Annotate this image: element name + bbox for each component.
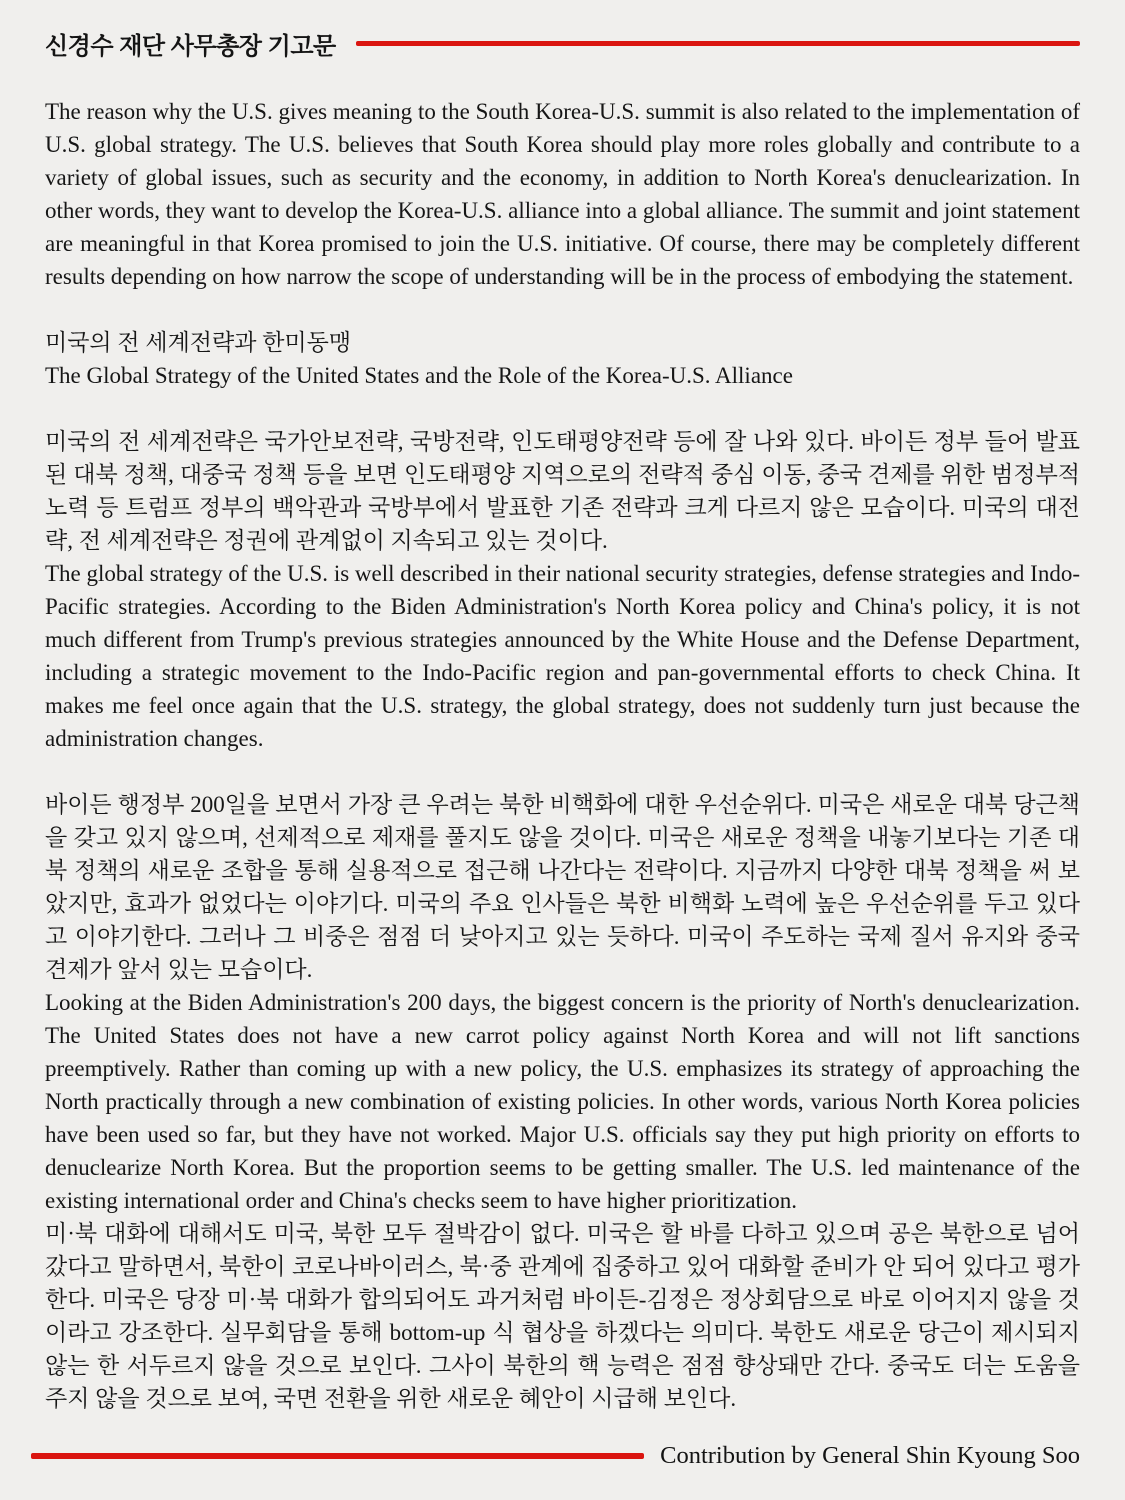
page-title: 신경수 재단 사무총장 기고문 (45, 33, 336, 60)
header-divider-line (356, 41, 1080, 46)
paragraph-global-strategy-english: The global strategy of the U.S. is well described in their national security strategies, defense strategies and Indo-Pacific strategies. According to the Biden Administration's North Korea policy and China's policy, it is not much different from Trump's previous strategies announced by the White House and the Defense Department, including a strategic movement to the Indo-Pacific region and pan-governmental efforts to check China. It makes me feel once again that the U.S. strategy, the global strategy, does not suddenly turn just because the administration changes. (45, 561, 1080, 751)
paragraph-global-strategy-korean: 미국의 전 세계전략은 국가안보전략, 국방전략, 인도태평양전략 등에 잘 나와 있다. 바이든 정부 들어 발표된 대북 정책, 대중국 정책 등을 보면 인도태평양 지역으로의 전략적 중심 이동, 중국 견제를 위한 범정부적 노력 등 트럼프 정부의 백악관과 국방부에서 발표한 기존 전략과 크게 다르지 않은 모습이다. 미국의 대전략, 전 세계전략은 정권에 관계없이 지속되고 있는 것이다. (45, 429, 1080, 553)
document-footer (45, 1442, 1080, 1470)
paragraph-group-global-strategy (45, 425, 1080, 755)
footer-divider-line (31, 1453, 644, 1459)
paragraph-biden-200-days-korean: 바이든 행정부 200일을 보면서 가장 큰 우려는 북한 비핵화에 대한 우선순위다. 미국은 새로운 대북 당근책을 갖고 있지 않으며, 선제적으로 제재를 풀지도 않을 것이다. 미국은 새로운 정책을 내놓기보다는 기존 대북 정책의 새로운 조합을 통해 실용적으로 접근해 나간다는 전략이다. 지금까지 다양한 대북 정책을 써 보았지만, 효과가 없었다는 이야기다. 미국의 주요 인사들은 북한 비핵화 노력에 높은 우선순위를 두고 있다고 이야기한다. 그러나 그 비중은 점점 더 낮아지고 있는 듯하다. 미국이 주도하는 국제 질서 유지와 중국 견제가 앞서 있는 모습이다. (45, 792, 1080, 982)
credit-line: Contribution by General Shin Kyoung Soo (660, 1442, 1080, 1469)
article-body (45, 95, 1080, 1415)
document-header (45, 26, 1080, 61)
paragraph-intro-english: The reason why the U.S. gives meaning to the South Korea-U.S. summit is also related to the implementation of U.S. global strategy. The U.S. believes that South Korea should play more roles globally and contribute to a variety of global issues, such as security and the economy, in addition to North Korea's denuclearization. In other words, they want to develop the Korea-U.S. alliance into a global alliance. The summit and joint statement are meaningful in that Korea promised to join the U.S. initiative. Of course, there may be completely different results depending on how narrow the scope of understanding will be in the process of embodying the statement. (45, 99, 1080, 289)
paragraph-us-nk-dialogue-korean: 미·북 대화에 대해서도 미국, 북한 모두 절박감이 없다. 미국은 할 바를 다하고 있으며 공은 북한으로 넘어갔다고 말하면서, 북한이 코로나바이러스, 북·중 관계에 집중하고 있어 대화할 준비가 안 되어 있다고 평가한다. 미국은 당장 미·북 대화가 합의되어도 과거처럼 바이든-김정은 정상회담으로 바로 이어지지 않을 것이라고 강조한다. 실무회담을 통해 bottom-up 식 협상을 하겠다는 의미다. 북한도 새로운 당근이 제시되지 않는 한 서두르지 않을 것으로 보인다. 그사이 북한의 핵 능력은 점점 향상돼만 간다. 중국도 더는 도움을 주지 않을 것으로 보여, 국면 전환을 위한 새로운 혜안이 시급해 보인다. (45, 1221, 1080, 1411)
section-title-english: The Global Strategy of the United States and the Role of the Korea-U.S. Alliance (45, 363, 793, 388)
paragraph-biden-200-days-english: Looking at the Biden Administration's 200 days, the biggest concern is the priority of North's denuclearization. The United States does not have a new carrot policy against North Korea and will not lift sanctions preemptively. Rather than coming up with a new policy, the U.S. emphasizes its strategy of approaching the North practically through a new combination of existing policies. In other words, various North Korea policies have been used so far, but they have not worked. Major U.S. officials say they put high priority on efforts to denuclearize North Korea. But the proportion seems to be getting smaller. The U.S. led maintenance of the existing international order and China's checks seem to have higher prioritization. (45, 990, 1080, 1213)
paragraph-group-biden-200-days (45, 788, 1080, 1217)
section-title-korean: 미국의 전 세계전략과 한미동맹 (45, 330, 352, 355)
section-heading (45, 326, 1080, 392)
